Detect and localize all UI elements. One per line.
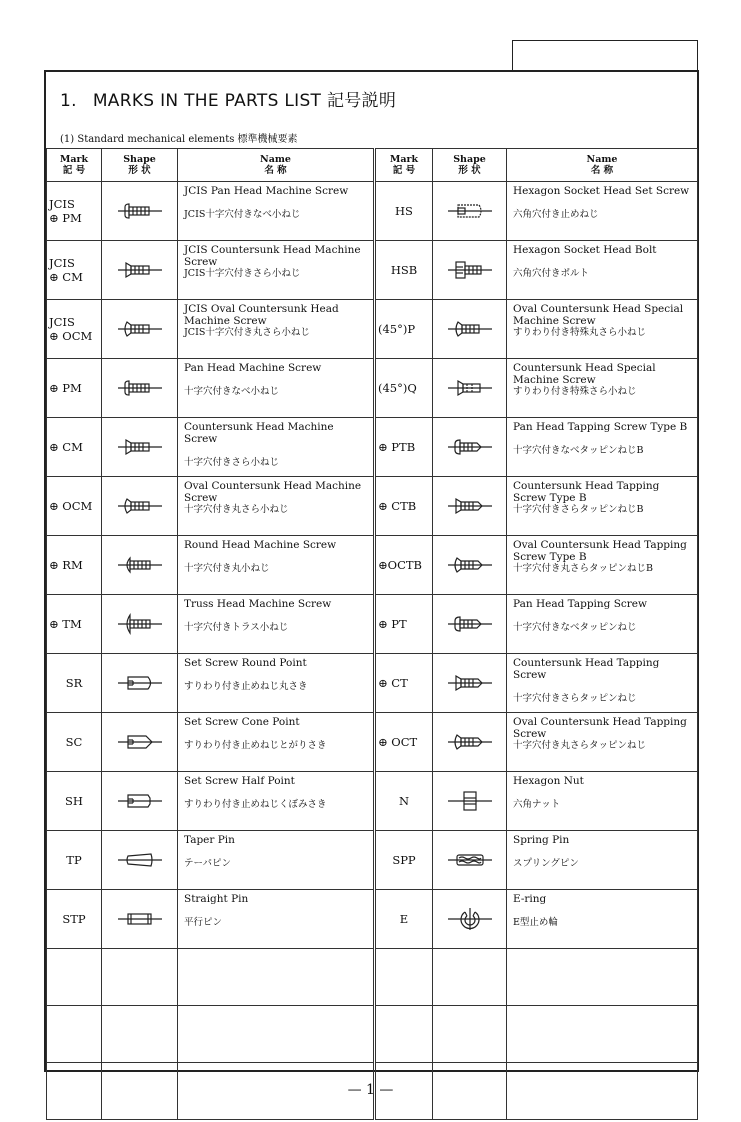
name-cell — [507, 182, 698, 241]
name-cell — [178, 890, 375, 949]
mark-cell: ⊕ CTB — [375, 477, 433, 536]
mark-cell: ⊕ RM — [47, 536, 102, 595]
name-jp: 十字穴付きなべ小ねじ — [184, 386, 280, 397]
name-en: Truss Head Machine Screw — [184, 598, 332, 610]
table-row — [47, 241, 698, 300]
section-subtitle: (1) Standard mechanical elements 標準機械要素 — [60, 134, 298, 145]
header-mark: Mark 記 号 — [47, 149, 102, 182]
name-cell — [178, 536, 375, 595]
table-row — [47, 477, 698, 536]
name-en: Set Screw Half Point — [184, 775, 295, 787]
name-jp: すりわり付き特殊さら小ねじ — [513, 386, 637, 397]
name-en: Pan Head Machine Screw — [184, 362, 322, 374]
shape-cell — [102, 713, 178, 772]
pan-head-tapping-screw-icon — [445, 435, 495, 459]
parts-marks-frame — [44, 70, 699, 1072]
pan-head-tapping-screw-icon — [445, 612, 495, 636]
e-ring-icon — [445, 907, 495, 931]
name-cell — [507, 359, 698, 418]
name-en: E-ring — [513, 893, 547, 905]
section-title-text: MARKS IN THE PARTS LIST 記号説明 — [92, 91, 397, 111]
countersunk-special-screw-icon — [445, 376, 495, 400]
name-en: Hexagon Socket Head Set Screw — [513, 185, 690, 197]
name-jp: すりわり付き止めねじくぼみさき — [184, 799, 327, 810]
name-jp: 六角穴付き止めねじ — [513, 209, 599, 220]
empty-cell — [433, 1006, 507, 1063]
shape-cell — [102, 772, 178, 831]
name-cell — [507, 772, 698, 831]
mark-cell: JCIS ⊕ OCM — [47, 300, 102, 359]
shape-cell — [433, 536, 507, 595]
shape-cell — [433, 831, 507, 890]
name-jp: 十字穴付きさら小ねじ — [184, 457, 280, 468]
name-cell — [507, 890, 698, 949]
name-jp: 十字穴付き丸さら小ねじ — [184, 504, 289, 515]
mark-cell: SH — [47, 772, 102, 831]
empty-cell — [102, 949, 178, 1006]
set-screw-round-point-icon — [115, 671, 165, 695]
straight-pin-icon — [115, 907, 165, 931]
name-cell — [178, 772, 375, 831]
name-en: Oval Countersunk Head Tapping Screw Type B — [513, 539, 687, 563]
name-cell — [178, 418, 375, 477]
table-row — [47, 595, 698, 654]
name-cell — [507, 831, 698, 890]
name-jp: 十字穴付きさらタッピンねじB — [513, 504, 644, 515]
marks-table — [46, 148, 698, 1120]
name-jp: テーパピン — [184, 858, 232, 869]
empty-cell — [102, 1006, 178, 1063]
spring-pin-icon — [445, 848, 495, 872]
name-jp: 十字穴付き丸小ねじ — [184, 563, 270, 574]
name-cell — [507, 418, 698, 477]
oval-countersunk-machine-screw-icon — [115, 317, 165, 341]
shape-cell — [102, 831, 178, 890]
name-cell — [178, 713, 375, 772]
mark-cell: (45°)Q — [375, 359, 433, 418]
name-en: Pan Head Tapping Screw Type B — [513, 421, 688, 433]
top-right-box — [512, 40, 698, 70]
name-en: Oval Countersunk Head Special Machine Screw — [513, 303, 684, 327]
shape-cell — [433, 300, 507, 359]
oval-countersunk-tapping-screw-icon — [445, 553, 495, 577]
oval-countersunk-machine-screw-icon — [115, 494, 165, 518]
table-row — [47, 359, 698, 418]
header-shape: Shape 形 状 — [102, 149, 178, 182]
mark-cell: ⊕ OCT — [375, 713, 433, 772]
mark-cell: STP — [47, 890, 102, 949]
table-row — [47, 300, 698, 359]
table-header-row — [47, 149, 698, 182]
shape-cell — [433, 595, 507, 654]
empty-cell — [178, 1006, 375, 1063]
header-mark: Mark 記 号 — [375, 149, 433, 182]
name-jp: 十字穴付きさらタッピンねじ — [513, 693, 637, 704]
round-head-machine-screw-icon — [115, 553, 165, 577]
truss-head-machine-screw-icon — [115, 612, 165, 636]
name-en: Countersunk Head Machine Screw — [184, 421, 334, 445]
set-screw-half-point-icon — [115, 789, 165, 813]
name-en: Round Head Machine Screw — [184, 539, 337, 551]
name-cell — [507, 241, 698, 300]
empty-cell — [433, 949, 507, 1006]
name-cell — [507, 654, 698, 713]
mark-cell: ⊕ PTB — [375, 418, 433, 477]
table-row — [47, 772, 698, 831]
table-row — [47, 182, 698, 241]
page-number: — 1 — — [347, 1082, 394, 1098]
name-en: Set Screw Round Point — [184, 657, 307, 669]
mark-cell: ⊕OCTB — [375, 536, 433, 595]
mark-cell: HSB — [375, 241, 433, 300]
empty-cell — [47, 949, 102, 1006]
shape-cell — [433, 241, 507, 300]
name-en: Oval Countersunk Head Tapping Screw — [513, 716, 687, 740]
header-name: Name 名 称 — [178, 149, 375, 182]
mark-cell: ⊕ OCM — [47, 477, 102, 536]
shape-cell — [433, 654, 507, 713]
name-jp: すりわり付き止めねじとがりさき — [184, 740, 327, 751]
name-jp: JCIS十字穴付きさら小ねじ — [184, 268, 301, 279]
mark-cell: ⊕ PT — [375, 595, 433, 654]
name-cell — [178, 241, 375, 300]
name-jp: 十字穴付き丸さらタッピンねじB — [513, 563, 653, 574]
name-cell — [507, 300, 698, 359]
mark-cell: ⊕ TM — [47, 595, 102, 654]
shape-cell — [433, 418, 507, 477]
mark-cell: SR — [47, 654, 102, 713]
shape-cell — [433, 713, 507, 772]
shape-cell — [433, 359, 507, 418]
name-jp: 平行ピン — [184, 917, 223, 928]
table-row — [47, 713, 698, 772]
name-cell — [507, 477, 698, 536]
shape-cell — [102, 241, 178, 300]
name-jp: スプリングピン — [513, 858, 579, 869]
name-jp: 十字穴付きなべタッピンねじB — [513, 445, 644, 456]
shape-cell — [102, 654, 178, 713]
header-name: Name 名 称 — [507, 149, 698, 182]
table-row — [47, 654, 698, 713]
oval-countersunk-tapping-screw-icon — [445, 730, 495, 754]
name-jp: JCIS十字穴付き丸さら小ねじ — [184, 327, 310, 338]
name-cell — [507, 595, 698, 654]
name-cell — [178, 300, 375, 359]
shape-cell — [102, 300, 178, 359]
empty-cell — [507, 949, 698, 1006]
empty-cell — [178, 949, 375, 1006]
empty-cell — [375, 949, 433, 1006]
name-en: Countersunk Head Special Machine Screw — [513, 362, 656, 386]
mark-cell: HS — [375, 182, 433, 241]
name-jp: すりわり付き特殊丸さら小ねじ — [513, 327, 647, 338]
set-screw-cone-point-icon — [115, 730, 165, 754]
mark-cell: SPP — [375, 831, 433, 890]
name-en: Hexagon Nut — [513, 775, 584, 787]
mark-cell: ⊕ CM — [47, 418, 102, 477]
table-row — [47, 831, 698, 890]
name-cell — [178, 477, 375, 536]
name-jp: E型止め輪 — [513, 917, 558, 928]
name-cell — [178, 654, 375, 713]
mark-cell: TP — [47, 831, 102, 890]
empty-cell — [47, 1006, 102, 1063]
name-jp: 十字穴付きなべタッピンねじ — [513, 622, 637, 633]
shape-cell — [433, 182, 507, 241]
mark-cell: N — [375, 772, 433, 831]
mark-cell: ⊕ CT — [375, 654, 433, 713]
name-en: Countersunk Head Tapping Screw — [513, 657, 660, 681]
table-row — [47, 890, 698, 949]
pan-head-machine-screw-icon — [115, 376, 165, 400]
name-en: Pan Head Tapping Screw — [513, 598, 648, 610]
shape-cell — [102, 536, 178, 595]
name-en: Oval Countersunk Head Machine Screw — [184, 480, 362, 504]
table-row — [47, 536, 698, 595]
shape-cell — [433, 772, 507, 831]
name-cell — [178, 359, 375, 418]
mark-cell: (45°)P — [375, 300, 433, 359]
name-cell — [178, 182, 375, 241]
name-en: Straight Pin — [184, 893, 249, 905]
header-shape: Shape 形 状 — [433, 149, 507, 182]
shape-cell — [102, 595, 178, 654]
name-jp: 六角穴付きボルト — [513, 268, 590, 279]
countersunk-machine-screw-icon — [115, 258, 165, 282]
hexagon-nut-icon — [445, 789, 495, 813]
name-en: Hexagon Socket Head Bolt — [513, 244, 657, 256]
mark-cell: JCIS ⊕ CM — [47, 241, 102, 300]
name-jp: 六角ナット — [513, 799, 561, 810]
empty-cell — [375, 1006, 433, 1063]
hex-socket-set-screw-icon — [445, 199, 495, 223]
shape-cell — [102, 477, 178, 536]
name-cell — [178, 595, 375, 654]
section-number: 1. — [60, 91, 77, 111]
empty-cell — [507, 1006, 698, 1063]
name-jp: 十字穴付きトラス小ねじ — [184, 622, 289, 633]
name-en: JCIS Oval Countersunk Head Machine Screw — [184, 303, 339, 327]
taper-pin-icon — [115, 848, 165, 872]
name-jp: JCIS十字穴付きなべ小ねじ — [184, 209, 301, 220]
name-en: Set Screw Cone Point — [184, 716, 300, 728]
oval-countersunk-special-screw-icon — [445, 317, 495, 341]
shape-cell — [433, 477, 507, 536]
section-title — [60, 86, 396, 111]
countersunk-tapping-screw-icon — [445, 671, 495, 695]
pan-head-machine-screw-icon — [115, 199, 165, 223]
name-en: JCIS Pan Head Machine Screw — [184, 185, 349, 197]
shape-cell — [102, 418, 178, 477]
empty-table-row — [47, 949, 698, 1006]
table-row — [47, 418, 698, 477]
mark-cell: E — [375, 890, 433, 949]
shape-cell — [102, 890, 178, 949]
mark-cell: SC — [47, 713, 102, 772]
shape-cell — [102, 359, 178, 418]
name-jp: 十字穴付き丸さらタッピンねじ — [513, 740, 647, 751]
name-en: Taper Pin — [184, 834, 235, 846]
mark-cell: JCIS ⊕ PM — [47, 182, 102, 241]
name-cell — [507, 536, 698, 595]
name-jp: すりわり付き止めねじ丸さき — [184, 681, 308, 692]
hex-socket-head-bolt-icon — [445, 258, 495, 282]
mark-cell: ⊕ PM — [47, 359, 102, 418]
shape-cell — [433, 890, 507, 949]
name-cell — [178, 831, 375, 890]
name-en: Spring Pin — [513, 834, 570, 846]
countersunk-machine-screw-icon — [115, 435, 165, 459]
shape-cell — [102, 182, 178, 241]
name-en: Countersunk Head Tapping Screw Type B — [513, 480, 660, 504]
name-en: JCIS Countersunk Head Machine Screw — [184, 244, 361, 268]
name-cell — [507, 713, 698, 772]
empty-table-row — [47, 1006, 698, 1063]
countersunk-tapping-screw-icon — [445, 494, 495, 518]
